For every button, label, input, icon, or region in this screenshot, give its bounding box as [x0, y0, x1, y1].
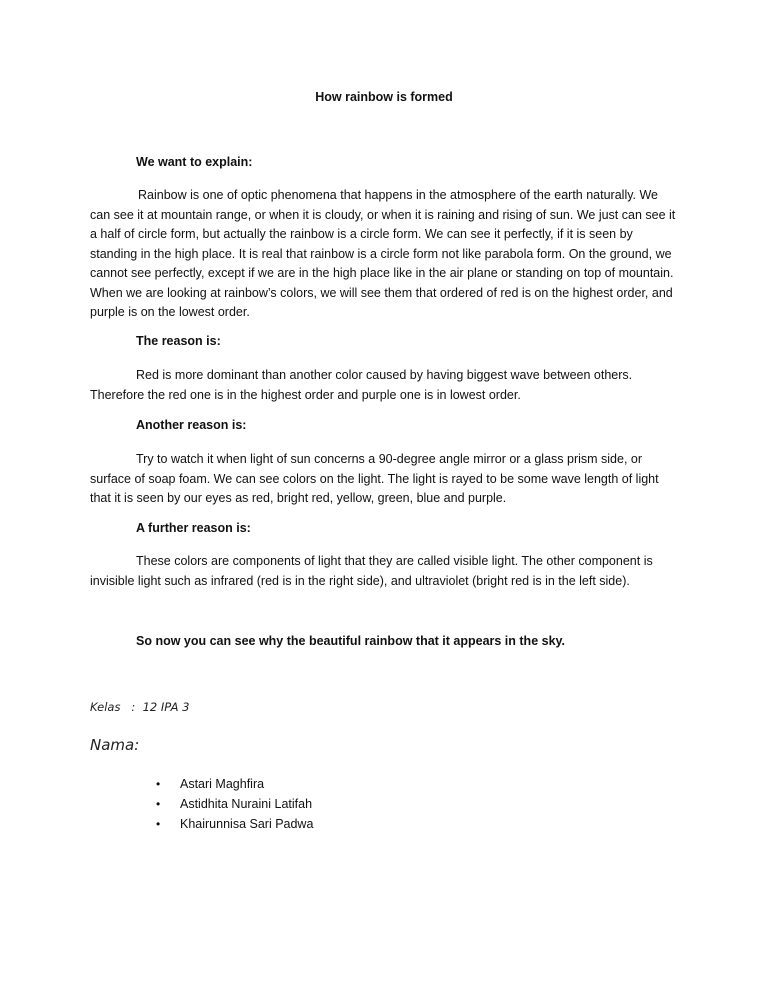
class-value: 12 IPA 3 — [142, 700, 190, 714]
list-item — [156, 774, 313, 794]
member-name: Astidhita Nuraini Latifah — [180, 797, 313, 811]
list-item — [156, 794, 313, 814]
document-title: How rainbow is formed — [315, 90, 453, 104]
names-label: Nama: — [90, 736, 140, 754]
member-list — [156, 774, 313, 834]
intro-heading: We want to explain: — [136, 155, 253, 169]
reason-heading: The reason is: — [136, 334, 221, 348]
paragraph-rainbow-description: Rainbow is one of optic phenomena that happens in the atmosphere of the earth naturally. We can see it at mountain range, or when it is cloudy, or when it is raining and rising of sun. We just can see it a half of circle form, but actually the rainbow is a circle form. We can see it perfectly, if it is seen by standing in the high place. It is real that rainbow is a circle form not like parabola form. On the ground, we cannot see perfectly, except if we are in the high place like in the air plane or standing on top of mountain. When we are looking at rainbow’s colors, we will see them that ordered of red is on the highest order, and purple is on the lowest order. — [90, 188, 676, 319]
class-label: Kelas — [90, 700, 121, 714]
member-name: Khairunnisa Sari Padwa — [180, 817, 314, 831]
paragraph-further-reason: These colors are components of light that they are called visible light. The other component is invisible light such as infrared (red is in the right side), and ultraviolet (bright red is in the left side). — [90, 554, 653, 588]
member-name: Astari Maghfira — [180, 777, 265, 791]
closing-sentence: So now you can see why the beautiful rainbow that it appears in the sky. — [136, 634, 566, 648]
paragraph-reason: Red is more dominant than another color caused by having biggest wave between others. Therefore the red one is in the highest order and purple one is in lowest order. — [90, 368, 633, 402]
further-reason-heading: A further reason is: — [136, 521, 251, 535]
paragraph-another-reason: Try to watch it when light of sun concerns a 90-degree angle mirror or a glass prism side, or surface of soap foam. We can see colors on the light. The light is rayed to be some wave length of light that it is seen by our eyes as red, bright red, yellow, green, blue and purple. — [90, 452, 659, 505]
class-line — [90, 700, 190, 714]
bullet-icon: • — [156, 797, 161, 811]
another-reason-heading: Another reason is: — [136, 418, 247, 432]
bullet-icon: • — [156, 817, 161, 831]
bullet-icon: • — [156, 777, 161, 791]
class-separator: : — [131, 700, 136, 714]
list-item — [156, 814, 313, 834]
